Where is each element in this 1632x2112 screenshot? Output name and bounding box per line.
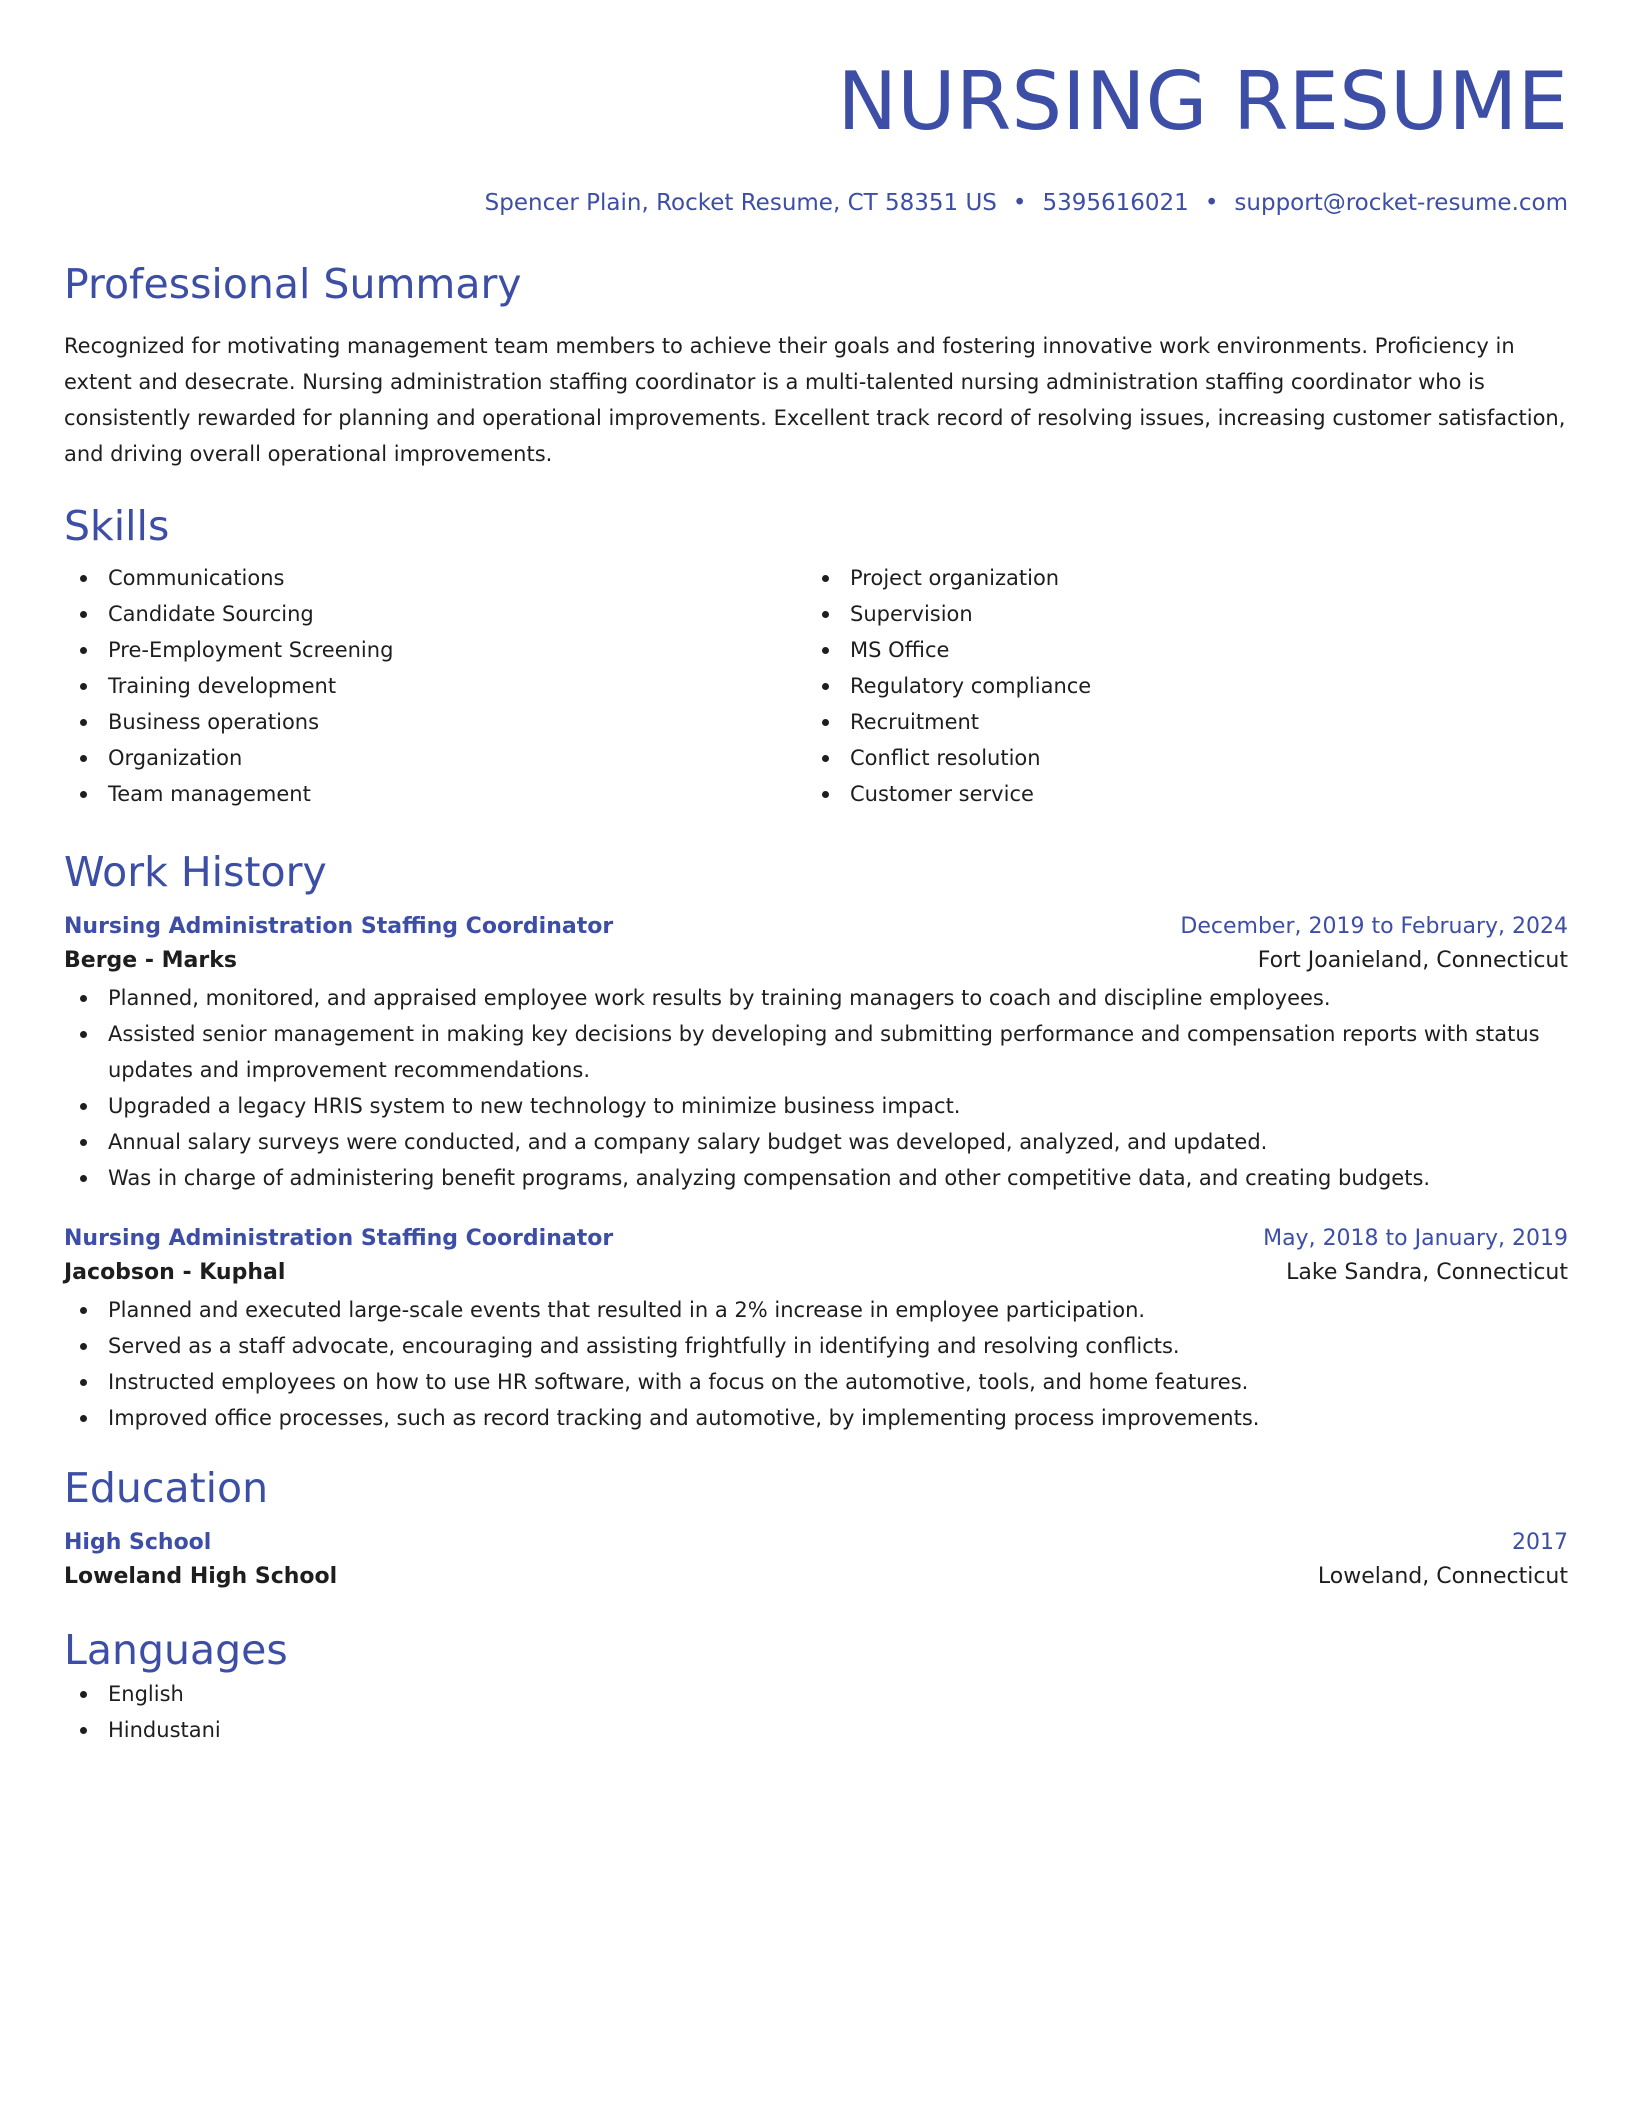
job-location: Fort Joanieland, Connecticut	[1257, 948, 1568, 973]
contact-email[interactable]: support@rocket-resume.com	[1234, 190, 1568, 216]
job-duty: Was in charge of administering benefit programs, analyzing compensation and other competitive data, and creating budgets.	[64, 1160, 1568, 1196]
job-duty: Assisted senior management in making key decisions by developing and submitting performance and compensation reports with status updates and improvement recommendations.	[64, 1016, 1568, 1088]
education-year: 2017	[1512, 1530, 1568, 1555]
skill-item: MS Office	[806, 632, 1548, 668]
skill-item: Project organization	[806, 560, 1548, 596]
skills-list-right	[806, 560, 1548, 812]
job-employer-row	[64, 942, 1568, 980]
job-duty: Instructed employees on how to use HR software, with a focus on the automotive, tools, and home features.	[64, 1364, 1568, 1400]
contact-address: Spencer Plain, Rocket Resume, CT 58351 US	[484, 190, 997, 216]
contact-phone: 5395616021	[1042, 190, 1189, 216]
summary-heading: Professional Summary	[64, 260, 522, 308]
job-duty: Annual salary surveys were conducted, and a company salary budget was developed, analyzed, and updated.	[64, 1124, 1568, 1160]
language-item: English	[64, 1676, 1568, 1712]
job-duties-list	[64, 1292, 1568, 1436]
skill-item: Business operations	[64, 704, 806, 740]
work-history-heading: Work History	[64, 848, 327, 896]
skill-item: Candidate Sourcing	[64, 596, 806, 632]
job-dates: May, 2018 to January, 2019	[1263, 1226, 1568, 1251]
education-heading: Education	[64, 1464, 269, 1512]
job-title-row	[64, 1224, 1568, 1254]
languages-list	[64, 1676, 1568, 1748]
job-duty: Planned, monitored, and appraised employee work results by training managers to coach and discipline employees.	[64, 980, 1568, 1016]
education-entry	[64, 1528, 1568, 1596]
skill-item: Regulatory compliance	[806, 668, 1548, 704]
skills-columns	[64, 560, 1568, 812]
skill-item: Team management	[64, 776, 806, 812]
education-school-row	[64, 1558, 1568, 1596]
resume-header	[64, 52, 1568, 218]
resume-title: NURSING RESUME	[837, 55, 1568, 148]
skill-item: Training development	[64, 668, 806, 704]
skill-item: Organization	[64, 740, 806, 776]
job-employer-row	[64, 1254, 1568, 1292]
job-employer: Jacobson - Kuphal	[64, 1260, 286, 1285]
languages-heading: Languages	[64, 1626, 288, 1674]
job-employer: Berge - Marks	[64, 948, 237, 973]
contact-line	[64, 188, 1568, 218]
education-degree: High School	[64, 1530, 212, 1555]
job-dates: December, 2019 to February, 2024	[1180, 914, 1568, 939]
summary-text: Recognized for motivating management team members to achieve their goals and fostering innovative work environments. Proficiency in extent and desecrate. Nursing administration staffing coordinator is a multi-talented nursing administration staffing coordinator who is consistently rewarded for planning and operational improvements. Excellent track record of resolving issues, increasing customer satisfaction, and driving overall operational improvements.	[64, 334, 1566, 466]
language-item: Hindustani	[64, 1712, 1568, 1748]
education-location: Loweland, Connecticut	[1317, 1564, 1568, 1589]
skill-item: Customer service	[806, 776, 1548, 812]
job-title-row	[64, 912, 1568, 942]
skill-item: Communications	[64, 560, 806, 596]
contact-separator: •	[1012, 190, 1027, 216]
skill-item: Supervision	[806, 596, 1548, 632]
education-school: Loweland High School	[64, 1564, 338, 1589]
contact-separator: •	[1204, 190, 1219, 216]
job-duty: Served as a staff advocate, encouraging and assisting frightfully in identifying and resolving conflicts.	[64, 1328, 1568, 1364]
skill-item: Pre-Employment Screening	[64, 632, 806, 668]
job-duty: Improved office processes, such as record tracking and automotive, by implementing process improvements.	[64, 1400, 1568, 1436]
job-duty: Upgraded a legacy HRIS system to new technology to minimize business impact.	[64, 1088, 1568, 1124]
job-entry	[64, 1224, 1568, 1436]
job-duties-list	[64, 980, 1568, 1196]
skills-heading: Skills	[64, 502, 170, 550]
skills-list-left	[64, 560, 806, 812]
job-duty: Planned and executed large-scale events that resulted in a 2% increase in employee participation.	[64, 1292, 1568, 1328]
job-location: Lake Sandra, Connecticut	[1286, 1260, 1568, 1285]
skill-item: Conflict resolution	[806, 740, 1548, 776]
job-title: Nursing Administration Staffing Coordinator	[64, 1226, 614, 1251]
skill-item: Recruitment	[806, 704, 1548, 740]
job-title: Nursing Administration Staffing Coordinator	[64, 914, 614, 939]
education-degree-row	[64, 1528, 1568, 1558]
job-entry	[64, 912, 1568, 1196]
